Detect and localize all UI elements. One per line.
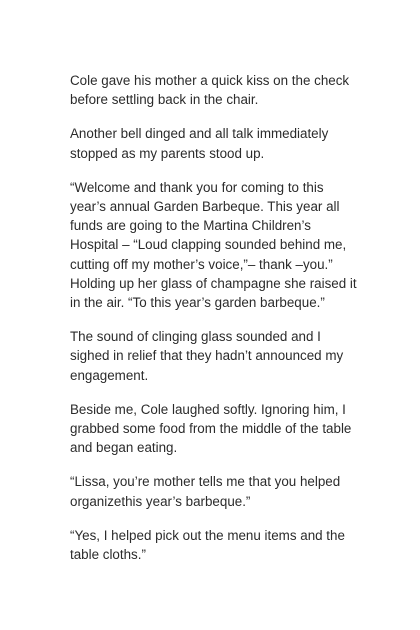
paragraph: The sound of clinging glass sounded and I sighed in relief that they hadn’t announced my engagement. [70, 329, 344, 383]
paragraph: Beside me, Cole laughed softly. Ignoring him, I grabbed some food from the middle of the table and began eating. [70, 401, 352, 456]
paragraph: “Lissa, you’re mother tells me that you helped organizethis year’s barbeque.” [70, 474, 341, 509]
paragraph: “Welcome and thank you for coming to this year’s annual Garden Barbeque. This year all funds are going to the Martina Children’s Hospital – “Loud clapping sounded behind me, cutting off my mother’s voice,”– thank –you.” Holding up her glass of champagne she raised it in the air. “To this year’s garden barbeque.” [70, 179, 357, 311]
paragraph: “Yes, I helped pick out the menu items and the table cloths.” [70, 527, 345, 563]
paragraph: Another bell dinged and all talk immediately stopped as my parents stood up. [70, 126, 329, 161]
page-body-text [70, 71, 360, 579]
paragraph: Cole gave his mother a quick kiss on the check before settling back in the chair. [70, 73, 350, 108]
